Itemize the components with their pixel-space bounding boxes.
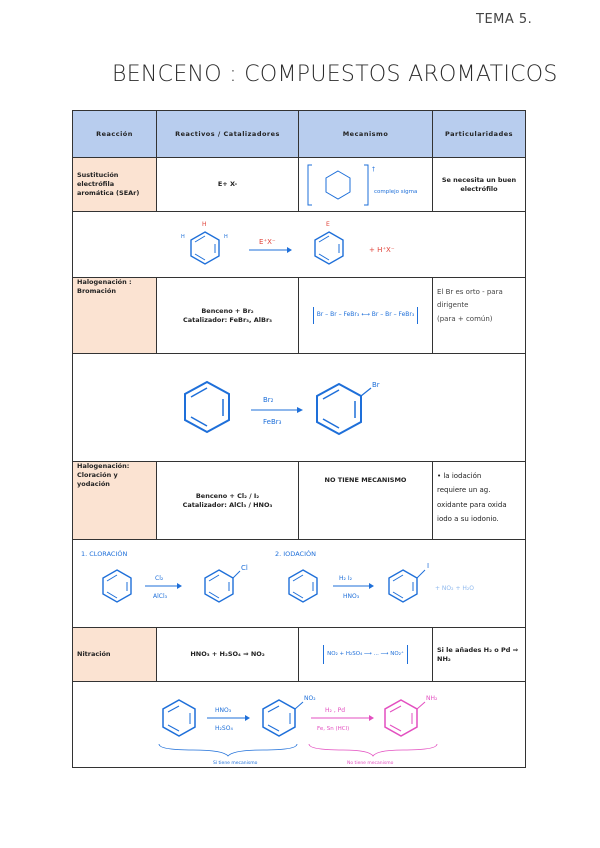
cell-particularidades-sear: Se necesita un buen electrófilo [441,175,517,193]
table-row-sear [73,157,525,211]
nitracion-reagent-bottom-1: H₂SO₄ [215,725,233,732]
sear-reagent: E⁺X⁻ [259,238,276,246]
cloracion-nota-1: • la iodación [437,472,482,480]
nitracion-scheme [73,682,525,768]
cell-reaccion-cloracion [73,462,157,539]
table-row-bromacion [73,277,525,353]
scheme-row-bromacion [73,353,525,461]
bromacion-reactivos-2: Catalizador: FeBr₃, AlBr₃ [182,315,273,324]
cloracion-substituent: Cl [241,564,248,572]
cell-reactivos-nitracion: HNO₃ + H₂SO₄ ⇒ NO₂ [157,628,299,681]
bromacion-nota-3: (para + común) [437,314,493,323]
sear-byproduct: + H⁺X⁻ [369,246,395,254]
nitracion-nota-1: Si le añades H₂ o Pd ⇒ [437,645,519,654]
sigma-complex-label: complejo sigma [373,188,417,195]
nitracion-nota-2: NH₂ [437,654,451,663]
cell-mecanismo-bromacion [299,278,433,353]
page-title: BENCENO : COMPUESTOS AROMATICOS [112,62,558,87]
bromacion-substituent: Br [372,381,380,389]
bromacion-reagent-top: Br₂ [263,396,274,404]
header-reactivos: Reactivos / Catalizadores [157,111,299,157]
nitracion-brace-1: Sí tiene mecanismo [213,761,258,766]
cell-mecanismo-cloracion: NO TIENE MECANISMO [299,462,433,539]
nitracion-reagent-bottom-2: Fe, Sn (HCl) [317,726,350,732]
cell-reactivos-cloracion [157,462,299,539]
header-particularidades: Particularidades [433,111,525,157]
cloracion-nota-2: requiere un ag. [437,486,491,495]
cell-particularidades-cloracion [433,462,525,539]
bromacion-scheme [73,354,525,462]
yodacion-reagent-top: H₂ I₂ [339,575,352,582]
cell-reaccion-sear: Sustitución electrófila aromática (SEAr) [73,158,157,211]
nitracion-mecanismo: NO₂ + H₂SO₄ ⟶ ... ⟶ NO₂⁺ [323,645,408,664]
cloracion-reagent-top: Cl₂ [155,575,164,582]
yodacion-substituent: I [427,562,430,570]
cloracion-nota-4: iodo a su iodonio. [437,515,499,524]
bromacion-mecanismo: Br – Br – FeBr₃ ⟷ Br – Br – FeBr₃ [313,307,419,323]
svg-text:†: † [371,165,375,173]
table-row-nitracion [73,627,525,681]
cell-reaccion-nitracion: Nitración [73,628,157,681]
cloracion-label-1: Halogenación: [77,462,130,470]
sear-e-sub: E [326,221,330,228]
scheme-row-sear [73,211,525,277]
cloracion-title: 1. CLORACIÓN [81,550,128,558]
cell-reactivos-bromacion [157,278,299,353]
nitracion-reagent-top-1: HNO₃ [215,707,232,714]
cloracion-reactivos-2: Catalizador: AlCl₃ / HNO₃ [182,500,273,509]
bromacion-label: Halogenación : Bromación [77,278,132,295]
nitracion-reagent-top-2: H₂ , Pd [325,707,346,714]
cell-mecanismo-sear [299,158,433,211]
cell-mecanismo-nitracion [299,628,433,681]
bromacion-nota-2: dirigente [437,301,469,310]
cloracion-reactivos-1: Benceno + Cl₂ / I₂ [195,491,260,500]
cloracion-nota-3: oxidante para oxida [437,500,507,509]
cloracion-reagent-bottom: AlCl₃ [153,593,168,600]
table-row-cloracion-yodacion [73,461,525,539]
yodacion-reagent-bottom: HNO₃ [343,593,360,600]
yodacion-title: 2. IODACIÓN [275,550,316,558]
cloracion-label-2: Cloración y yodación [77,470,118,488]
header-reaccion: Reacción [73,111,157,157]
sear-h-left: H [181,234,185,240]
cloracion-yodacion-scheme [73,540,525,628]
reactions-table [72,110,526,768]
cell-particularidades-nitracion [433,628,525,681]
scheme-row-nitracion [73,681,525,767]
sear-h-top: H [202,221,207,228]
header-mecanismo: Mecanismo [299,111,433,157]
cell-reaccion-bromacion [73,278,157,353]
bromacion-reagent-bottom: FeBr₃ [263,418,282,426]
table-header-row [73,111,525,157]
nitracion-substituent-2: NH₂ [426,695,438,702]
nitracion-brace-2: No tiene mecanismo [347,761,394,766]
yodacion-byproduct: + NO₂ + H₂O [435,585,475,592]
sear-h-right: H [224,234,228,240]
sigma-complex-sketch [306,161,426,209]
page-tag: TEMA 5. [476,12,533,27]
scheme-row-cloracion-yodacion [73,539,525,627]
bromacion-reactivos-1: Benceno + Br₂ [201,306,254,315]
bromacion-nota-1: El Br es orto - para [437,288,503,296]
cell-reactivos-sear: E+ X- [157,158,299,211]
sear-scheme [73,212,525,278]
nitracion-substituent-1: NO₂ [304,695,316,702]
cell-particularidades-bromacion [433,278,525,353]
